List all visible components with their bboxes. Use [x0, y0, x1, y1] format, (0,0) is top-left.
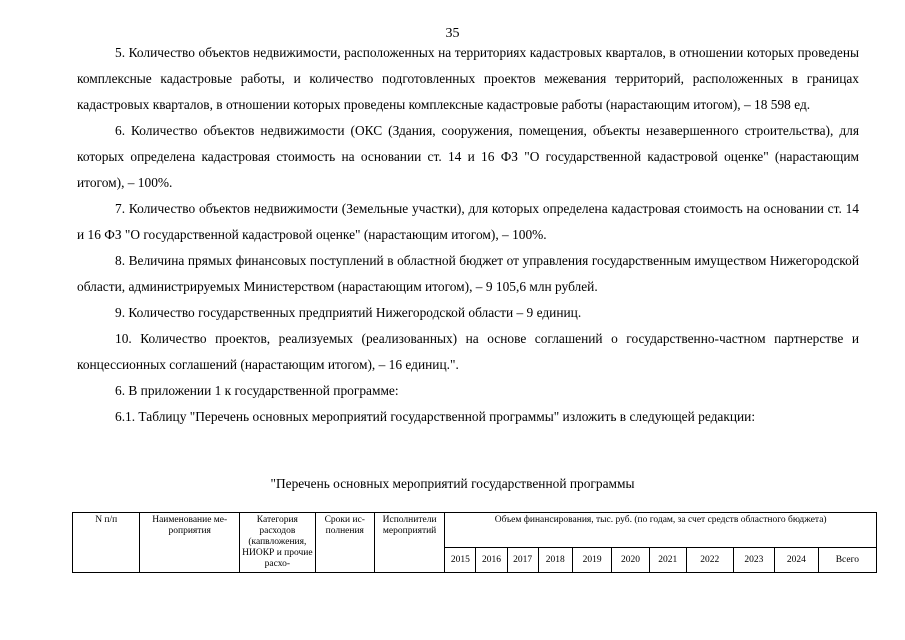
program-measures-table: [72, 512, 877, 573]
column-header-year: 2017: [507, 548, 538, 573]
paragraph-section-6-1: 6.1. Таблицу "Перечень основных мероприятий государственной программы" изложить в следующей редакции:: [115, 409, 756, 424]
column-header-number: N п/п: [73, 513, 140, 573]
column-header-total: Всего: [818, 548, 876, 573]
paragraph-item-8: 8. Величина прямых финансовых поступлений в областной бюджет от управления государственным имуществом Нижегородской области, администрируемых Министерством (нарастающим итогом), – 9 105,6 млн рублей.: [77, 253, 859, 294]
column-header-measure-name: Наименование ме-роприятия: [140, 513, 240, 573]
column-header-year: 2019: [572, 548, 611, 573]
table-title: "Перечень основных мероприятий государственной программы: [270, 476, 635, 491]
column-header-year: 2018: [538, 548, 572, 573]
paragraph-item-10: 10. Количество проектов, реализуемых (реализованных) на основе соглашений о государственно-частном партнерстве и концессионных соглашений (нарастающим итогом), – 16 единиц.".: [77, 331, 859, 372]
column-header-year: 2023: [733, 548, 774, 573]
column-header-year: 2020: [612, 548, 649, 573]
page-number: 35: [445, 26, 460, 41]
column-header-expense-category: Категория расходов (капвложения, НИОКР и прочие расхо-: [240, 513, 316, 573]
column-header-terms: Сроки ис-полнения: [315, 513, 374, 573]
column-header-year: 2016: [476, 548, 507, 573]
column-header-year: 2022: [686, 548, 733, 573]
column-header-year: 2021: [649, 548, 686, 573]
table-header-row: [73, 513, 877, 548]
paragraph-item-6: 6. Количество объектов недвижимости (ОКС (Здания, сооружения, помещения, объекты незавершенного строительства), для которых определена кадастровая стоимость на основании ст. 14 и 16 ФЗ "О государственной кадастровой оценке" (нарастающим итогом), – 100%.: [77, 123, 859, 190]
paragraph-section-6: 6. В приложении 1 к государственной программе:: [115, 383, 399, 398]
column-header-year: 2015: [445, 548, 476, 573]
column-header-executors: Исполнители мероприятий: [374, 513, 445, 573]
column-header-year: 2024: [775, 548, 819, 573]
paragraph-item-9: 9. Количество государственных предприятий Нижегородской области – 9 единиц.: [115, 305, 582, 320]
paragraph-item-7: 7. Количество объектов недвижимости (Земельные участки), для которых определена кадастровая стоимость на основании ст. 14 и 16 ФЗ "О государственной кадастровой оценке" (нарастающим итогом), – 100%.: [77, 201, 859, 242]
column-header-financing: Объем финансирования, тыс. руб. (по годам, за счет средств областного бюджета): [445, 513, 877, 548]
document-body: [77, 40, 859, 430]
paragraph-item-5: 5. Количество объектов недвижимости, расположенных на территориях кадастровых кварталов, в отношении которых проведены комплексные кадастровые работы, и количество подготовленных проектов межевания территорий, расположенных в границах кадастровых кварталов, в отношении которых проведены комплексные кадастровые работы (нарастающим итогом), – 18 598 ед.: [77, 45, 859, 112]
